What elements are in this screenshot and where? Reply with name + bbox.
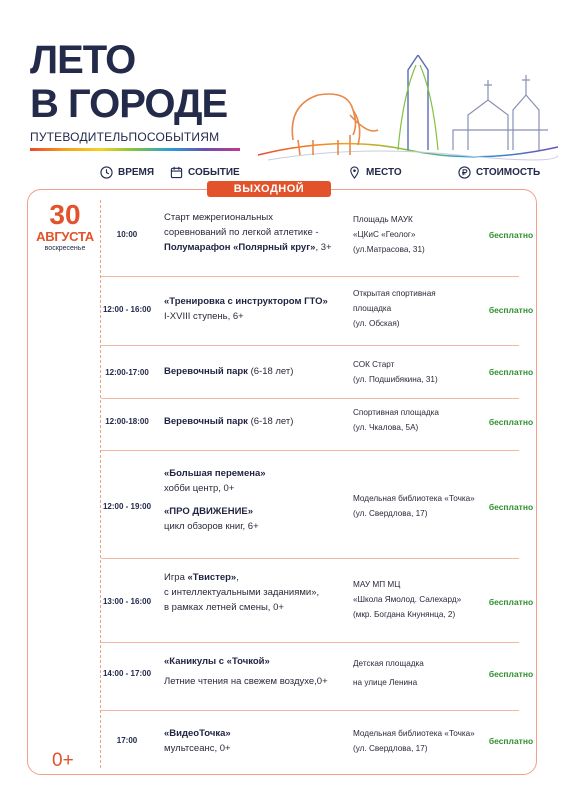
event-place xyxy=(353,212,483,257)
row-divider xyxy=(101,642,519,643)
event-price: бесплатно xyxy=(488,230,534,240)
event-line xyxy=(164,654,349,669)
event-price: бесплатно xyxy=(488,367,534,377)
rainbow-underline xyxy=(30,148,240,151)
event-row xyxy=(101,347,534,397)
event-description xyxy=(164,654,349,689)
event-line: мультсеанс, 0+ xyxy=(164,743,231,754)
event-description xyxy=(164,210,349,255)
column-price-label: СТОИМОСТЬ xyxy=(476,167,541,178)
event-description xyxy=(164,414,349,429)
event-row xyxy=(101,560,534,640)
place-line: Модельная библиотека «Точка» xyxy=(353,494,475,503)
title-line-1: ЛЕТО xyxy=(30,38,136,82)
event-description xyxy=(164,364,349,379)
page-title xyxy=(30,38,227,126)
event-description xyxy=(164,294,349,324)
place-line: на улице Ленина xyxy=(353,678,418,687)
row-divider xyxy=(101,398,519,399)
event-line xyxy=(164,414,349,429)
place-line: «Школа Ямолод. Салехард» xyxy=(353,595,462,604)
event-line xyxy=(164,294,349,309)
place-line: Площадь МАУК xyxy=(353,215,413,224)
event-price: бесплатно xyxy=(488,502,534,512)
event-row xyxy=(101,452,534,558)
place-line: (ул. Свердлова, 17) xyxy=(353,744,428,753)
event-time: 12:00 - 16:00 xyxy=(102,305,152,314)
place-line: Открытая спортивная xyxy=(353,289,436,298)
event-line: Летние чтения на свежем воздухе,0+ xyxy=(164,676,328,687)
event-line xyxy=(164,364,349,379)
column-time-label: ВРЕМЯ xyxy=(118,167,155,178)
row-divider xyxy=(101,710,519,711)
event-price: бесплатно xyxy=(488,669,534,679)
event-title: «ВидеоТочка» xyxy=(164,728,231,739)
event-line: соревнований по легкой атлетике - xyxy=(164,227,319,238)
place-line: «ЦКиС «Геолог» xyxy=(353,230,416,239)
place-line: Спортивная площадка xyxy=(353,408,439,417)
place-line: Модельная библиотека «Точка» xyxy=(353,729,475,738)
event-place xyxy=(353,656,483,690)
event-time: 17:00 xyxy=(116,736,138,745)
column-price xyxy=(458,166,540,179)
event-time: 12:00 - 19:00 xyxy=(102,502,152,511)
event-description xyxy=(164,726,349,756)
location-pin-icon xyxy=(348,166,361,179)
place-line: (ул. Обская) xyxy=(353,319,400,328)
event-age: (6-18 лет) xyxy=(247,366,294,377)
event-time: 13:00 - 16:00 xyxy=(102,597,152,606)
place-line: (ул. Подшибякина, 31) xyxy=(353,375,438,384)
event-place xyxy=(353,286,483,331)
place-line: площадка xyxy=(353,304,392,313)
event-title: Веревочный парк xyxy=(164,416,248,427)
row-divider xyxy=(101,450,519,451)
event-price: бесплатно xyxy=(488,417,534,427)
row-divider xyxy=(101,558,519,559)
event-line xyxy=(164,726,349,741)
event-title: Полумарафон «Полярный круг» xyxy=(164,242,316,253)
event-title: Веревочный парк xyxy=(164,366,248,377)
event-place xyxy=(353,726,483,756)
event-age: (6-18 лет) xyxy=(247,416,294,427)
event-line: Старт межрегиональных xyxy=(164,212,273,223)
column-time xyxy=(100,166,154,179)
column-event-label: СОБЫТИЕ xyxy=(188,167,240,178)
date-block xyxy=(30,200,100,254)
city-illustration xyxy=(258,55,558,165)
place-line: МАУ МП МЦ xyxy=(353,580,401,589)
place-line: (ул. Свердлова, 17) xyxy=(353,509,428,518)
age-rating: 0+ xyxy=(52,750,74,771)
column-place xyxy=(348,166,402,179)
event-time: 12:00-18:00 xyxy=(105,417,149,426)
event-line: I-XVIII ступень, 6+ xyxy=(164,311,244,322)
event-description xyxy=(164,570,349,615)
event-age: , 3+ xyxy=(315,242,332,253)
event-line: хобби центр, 0+ xyxy=(164,483,235,494)
calendar-icon xyxy=(170,166,183,179)
ruble-coin-icon xyxy=(458,166,471,179)
place-line: СОК Старт xyxy=(353,360,395,369)
place-line: (мкр. Богдана Кнунянца, 2) xyxy=(353,610,456,619)
event-title: «ПРО ДВИЖЕНИЕ» xyxy=(164,506,254,517)
row-divider xyxy=(101,345,519,346)
event-line: цикл обзоров книг, 6+ xyxy=(164,521,259,532)
event-line: в рамках летней смены, 0+ xyxy=(164,602,284,613)
event-description xyxy=(164,466,349,534)
event-price: бесплатно xyxy=(488,597,534,607)
date-day: 30 xyxy=(49,199,81,230)
event-line xyxy=(164,504,349,519)
title-line-2: В ГОРОДЕ xyxy=(30,82,228,126)
event-row xyxy=(101,208,534,274)
event-time: 14:00 - 17:00 xyxy=(102,669,152,678)
place-line: (ул.Матрасова, 31) xyxy=(353,245,425,254)
event-row xyxy=(101,400,534,450)
event-title: «Тренировка с инструктором ГТО» xyxy=(164,296,328,307)
event-place xyxy=(353,357,483,387)
event-place xyxy=(353,405,483,435)
event-time: 12:00-17:00 xyxy=(105,368,149,377)
page-subtitle: ПУТЕВОДИТЕЛЬПОСОБЫТИЯМ xyxy=(30,130,220,144)
column-event xyxy=(170,166,240,179)
event-time: 10:00 xyxy=(116,230,138,239)
event-line xyxy=(164,466,349,481)
event-line: Игра «Твистер», xyxy=(164,572,239,583)
event-row xyxy=(101,278,534,344)
event-place xyxy=(353,577,483,622)
event-row xyxy=(101,644,534,708)
event-row xyxy=(101,712,534,770)
event-title: «Каникулы с «Точкой» xyxy=(164,656,270,667)
event-title: «Большая перемена» xyxy=(164,468,266,479)
event-price: бесплатно xyxy=(488,305,534,315)
place-line: (ул. Чкалова, 5А) xyxy=(353,423,419,432)
event-line xyxy=(164,240,349,255)
place-line: Детская площадка xyxy=(353,659,424,668)
day-type-badge: ВЫХОДНОЙ xyxy=(207,181,331,197)
date-month: АВГУСТА xyxy=(36,229,94,244)
event-prefix: Игра xyxy=(164,572,188,583)
event-price: бесплатно xyxy=(488,736,534,746)
event-title: «Твистер» xyxy=(187,572,237,583)
date-weekday: воскресенье xyxy=(44,245,86,252)
event-line: с интеллектуальными заданиями», xyxy=(164,587,320,598)
event-place xyxy=(353,491,483,521)
row-divider xyxy=(101,276,519,277)
column-place-label: МЕСТО xyxy=(366,167,402,178)
clock-icon xyxy=(100,166,113,179)
